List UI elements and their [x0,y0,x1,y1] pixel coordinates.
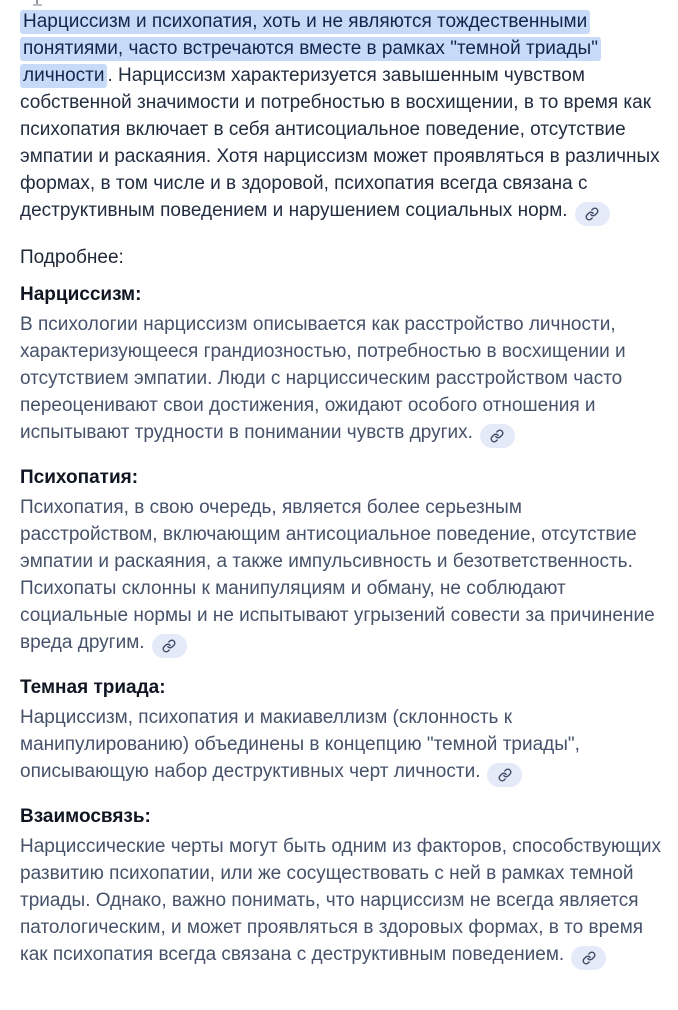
section-text: Нарциссические черты могут быть одним из факторов, способствующих развитию психопатии, или же сосуществовать с ней в рамках темной триады. Однако, важно понимать, что нарциссизм не всегда является патологическим, и может проявляться в здоровых формах, в то время как психопатия всегда связана с деструктивным поведением. [20,836,661,965]
highlighted-text: Нарциссизм и психопатия, хоть и не являются тождественными понятиями, часто встречаются вместе в рамках "темной триады" личности [20,10,601,88]
link-icon [582,951,596,965]
cropped-ui-artifact [33,0,43,7]
link-icon [490,429,504,443]
section-paragraph [20,833,662,970]
section-paragraph [20,704,662,787]
section-heading: Нарциссизм: [20,284,142,305]
source-link-button[interactable] [575,202,610,226]
summary-text: . Нарциссизм характеризуется завышенным чувством собственной значимости и потребностью в восхищении, в то время как психопатия включает в себя антисоциальное поведение, отсутствие эмпатии и раскаяния. Хотя нарциссизм может проявляться в различных формах, в том числе и в здоровой, психопатия всегда связана с деструктивным поведением и нарушением социальных норм. [20,65,660,221]
section-text: В психологии нарциссизм описывается как расстройство личности, характеризующееся грандиозностью, потребностью в восхищении и отсутствием эмпатии. Люди с нарциссическим расстройством часто переоценивают свои достижения, ожидают особого отношения и испытывают трудности в понимании чувств других. [20,314,626,443]
section-narcissism [20,281,662,448]
more-label: Подробнее: [20,247,124,268]
section-psychopathy [20,464,662,658]
section-paragraph [20,311,662,448]
source-link-button[interactable] [571,946,606,970]
section-heading: Взаимосвязь: [20,806,151,827]
link-icon [162,639,176,653]
section-relationship [20,803,662,970]
section-heading: Психопатия: [20,467,139,488]
link-icon [585,207,599,221]
section-dark-triad [20,674,662,787]
section-heading: Темная триада: [20,677,166,698]
source-link-button[interactable] [487,763,522,787]
section-text: Психопатия, в свою очередь, является более серьезным расстройством, включающим антисоциальное поведение, отсутствие эмпатии и раскаяния, а также импульсивность и безответственность. Психопаты склонны к манипуляциям и обману, не соблюдают социальные нормы и не испытывают угрызений совести за причинение вреда другим. [20,497,655,653]
source-link-button[interactable] [152,634,187,658]
source-link-button[interactable] [480,424,515,448]
link-icon [498,768,512,782]
section-text: Нарциссизм, психопатия и макиавеллизм (склонность к манипулированию) объединены в концепцию "темной триады", описывающую набор деструктивных черт личности. [20,707,580,782]
answer-summary [20,8,662,226]
section-paragraph [20,494,662,658]
